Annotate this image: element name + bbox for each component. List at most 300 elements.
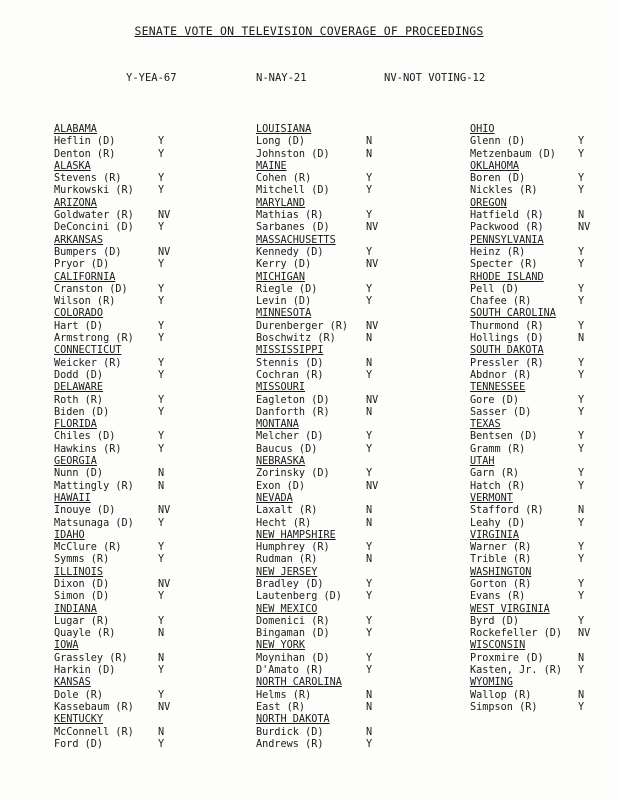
vote-value: Y <box>366 283 373 295</box>
vote-value: Y <box>578 283 585 295</box>
vote-value: NV <box>366 259 379 271</box>
vote-value: Y <box>158 185 165 197</box>
senator-name: Hart (D) <box>54 320 104 332</box>
senator-row <box>470 468 618 480</box>
vote-value: Y <box>578 185 585 197</box>
vote-value: Y <box>158 406 165 418</box>
senator-row <box>470 628 618 640</box>
vote-value: Y <box>158 431 165 443</box>
vote-value: Y <box>158 173 165 185</box>
senator-name: Hatfield (R) <box>470 210 544 222</box>
senator-name: Bingaman (D) <box>256 628 330 640</box>
senator-name: Cranston (D) <box>54 283 128 295</box>
vote-value: Y <box>578 554 585 566</box>
senator-row <box>470 333 618 345</box>
state-heading: VIRGINIA <box>470 529 520 541</box>
senator-name: Goldwater (R) <box>54 210 134 222</box>
senator-row <box>54 554 244 566</box>
state-heading-row <box>54 308 244 320</box>
senator-name: Pell (D) <box>470 283 520 295</box>
senator-name: Grassley (R) <box>54 652 128 664</box>
state-heading: FLORIDA <box>54 419 97 431</box>
vote-column-2 <box>256 124 446 751</box>
senator-name: Matsunaga (D) <box>54 517 134 529</box>
vote-value: Y <box>366 468 373 480</box>
senator-row <box>54 259 244 271</box>
senator-row <box>470 407 618 419</box>
state-heading: TENNESSEE <box>470 382 526 394</box>
vote-value: Y <box>366 652 373 664</box>
vote-value: Y <box>158 320 165 332</box>
vote-value: Y <box>578 136 585 148</box>
state-heading-row <box>256 493 446 505</box>
state-heading-row <box>256 272 446 284</box>
senator-row <box>256 468 446 480</box>
state-heading: KENTUCKY <box>54 714 104 726</box>
vote-column-3 <box>470 124 618 714</box>
senator-row <box>256 505 446 517</box>
senator-name: Boren (D) <box>470 173 526 185</box>
senator-name: Glenn (D) <box>470 136 526 148</box>
senator-name: Chafee (R) <box>470 296 532 308</box>
state-heading-row <box>256 345 446 357</box>
vote-value: N <box>158 480 165 492</box>
senator-name: Kerry (D) <box>256 259 312 271</box>
senator-name: Heinz (R) <box>470 246 526 258</box>
vote-value: Y <box>366 591 373 603</box>
senator-name: Proxmire (D) <box>470 652 544 664</box>
state-heading: MISSISSIPPI <box>256 345 324 357</box>
state-heading-row <box>256 161 446 173</box>
state-heading: ILLINOIS <box>54 566 104 578</box>
senator-row <box>470 136 618 148</box>
vote-value: Y <box>366 296 373 308</box>
state-heading: RHODE ISLAND <box>470 271 544 283</box>
state-heading: NEW YORK <box>256 640 306 652</box>
vote-value: N <box>366 517 373 529</box>
vote-value: N <box>366 333 373 345</box>
state-heading-row <box>470 161 618 173</box>
senator-row <box>54 222 244 234</box>
senator-name: Cohen (R) <box>256 173 312 185</box>
vote-value: Y <box>158 443 165 455</box>
senator-row <box>470 665 618 677</box>
vote-value: N <box>158 468 165 480</box>
senator-row <box>54 616 244 628</box>
state-heading-row <box>54 604 244 616</box>
senator-row <box>54 321 244 333</box>
senator-name: Baucus (D) <box>256 443 318 455</box>
vote-value: Y <box>366 431 373 443</box>
vote-value: N <box>578 505 585 517</box>
vote-value: Y <box>578 296 585 308</box>
senator-row <box>54 358 244 370</box>
state-heading: MAINE <box>256 160 287 172</box>
senator-row <box>54 542 244 554</box>
vote-value: Y <box>578 578 585 590</box>
senator-name: Packwood (R) <box>470 222 544 234</box>
senator-name: Nickles (R) <box>470 185 538 197</box>
senator-name: Denton (R) <box>54 148 116 160</box>
state-heading-row <box>54 419 244 431</box>
vote-value: Y <box>158 517 165 529</box>
state-heading: MISSOURI <box>256 382 306 394</box>
senator-row <box>54 579 244 591</box>
state-heading-row <box>256 419 446 431</box>
senator-row <box>470 284 618 296</box>
senator-row <box>54 136 244 148</box>
vote-value: Y <box>578 320 585 332</box>
senator-row <box>256 727 446 739</box>
senator-name: Laxalt (R) <box>256 505 318 517</box>
senator-name: Bumpers (D) <box>54 246 122 258</box>
state-heading-row <box>470 198 618 210</box>
vote-value: Y <box>158 738 165 750</box>
state-heading: ALASKA <box>54 160 91 172</box>
vote-value: N <box>366 136 373 148</box>
senator-row <box>256 665 446 677</box>
state-heading-row <box>54 161 244 173</box>
senator-row <box>470 542 618 554</box>
vote-value: Y <box>366 542 373 554</box>
senator-name: Heflin (D) <box>54 136 116 148</box>
state-heading-row <box>54 345 244 357</box>
vote-value: Y <box>578 259 585 271</box>
senator-name: Helms (R) <box>256 689 312 701</box>
senator-row <box>256 358 446 370</box>
state-heading-row <box>54 567 244 579</box>
senator-row <box>470 579 618 591</box>
senator-row <box>54 481 244 493</box>
vote-value: NV <box>366 320 379 332</box>
senator-name: Pressler (R) <box>470 357 544 369</box>
senator-name: Cochran (R) <box>256 369 324 381</box>
senator-name: D'Amato (R) <box>256 665 324 677</box>
senator-name: Kennedy (D) <box>256 246 324 258</box>
state-heading: MINNESOTA <box>256 308 312 320</box>
senator-row <box>256 210 446 222</box>
senator-row <box>54 333 244 345</box>
senator-name: Boschwitz (R) <box>256 333 336 345</box>
senator-row <box>256 284 446 296</box>
senator-row <box>256 628 446 640</box>
vote-value: Y <box>158 554 165 566</box>
state-heading-row <box>54 714 244 726</box>
senator-row <box>256 739 446 751</box>
senator-row <box>54 518 244 530</box>
state-heading: SOUTH DAKOTA <box>470 345 544 357</box>
state-heading-row <box>54 124 244 136</box>
vote-value: Y <box>578 468 585 480</box>
state-heading-row <box>54 456 244 468</box>
state-heading: MASSACHUSETTS <box>256 234 336 246</box>
vote-value: N <box>366 357 373 369</box>
document-title-text: SENATE VOTE ON TELEVISION COVERAGE OF PROCEEDINGS <box>134 24 484 38</box>
state-heading: VERMONT <box>470 492 513 504</box>
senator-row <box>470 247 618 259</box>
state-heading-row <box>256 714 446 726</box>
senator-name: McClure (R) <box>54 542 122 554</box>
vote-value: N <box>158 652 165 664</box>
state-heading: IDAHO <box>54 529 85 541</box>
senator-name: Melcher (D) <box>256 431 324 443</box>
state-heading-row <box>470 308 618 320</box>
senator-row <box>470 505 618 517</box>
senator-name: Stennis (D) <box>256 357 324 369</box>
senator-row <box>54 431 244 443</box>
senator-name: Hecht (R) <box>256 517 312 529</box>
senator-name: Hatch (R) <box>470 480 526 492</box>
senator-row <box>54 173 244 185</box>
senator-name: Wilson (R) <box>54 296 116 308</box>
senator-row <box>256 407 446 419</box>
senator-row <box>256 481 446 493</box>
vote-value: NV <box>158 246 171 258</box>
senator-name: Gorton (R) <box>470 578 532 590</box>
senator-name: Inouye (D) <box>54 505 116 517</box>
senator-row <box>54 665 244 677</box>
senator-name: Domenici (R) <box>256 615 330 627</box>
vote-value: N <box>366 726 373 738</box>
state-heading: NEW HAMPSHIRE <box>256 529 336 541</box>
senator-name: Mathias (R) <box>256 210 324 222</box>
senator-row <box>470 149 618 161</box>
senator-row <box>256 444 446 456</box>
senator-row <box>470 616 618 628</box>
senator-name: Byrd (D) <box>470 615 520 627</box>
vote-value: Y <box>158 394 165 406</box>
vote-value: Y <box>578 665 585 677</box>
state-heading: OKLAHOMA <box>470 160 520 172</box>
vote-value: Y <box>578 394 585 406</box>
state-heading: WEST VIRGINIA <box>470 603 550 615</box>
vote-value: Y <box>158 357 165 369</box>
vote-value: Y <box>158 148 165 160</box>
state-heading: OREGON <box>470 197 507 209</box>
senator-row <box>470 653 618 665</box>
vote-value: N <box>366 554 373 566</box>
vote-value: Y <box>578 591 585 603</box>
vote-value: Y <box>158 689 165 701</box>
senator-row <box>54 628 244 640</box>
senator-row <box>54 296 244 308</box>
vote-value: Y <box>158 665 165 677</box>
senator-name: Moynihan (D) <box>256 652 330 664</box>
senator-row <box>256 136 446 148</box>
senator-name: Exon (D) <box>256 480 306 492</box>
senator-name: Burdick (D) <box>256 726 324 738</box>
state-heading-row <box>256 677 446 689</box>
senator-name: Garn (R) <box>470 468 520 480</box>
senator-row <box>470 296 618 308</box>
vote-value: Y <box>158 283 165 295</box>
vote-value: N <box>578 689 585 701</box>
senator-row <box>256 542 446 554</box>
vote-value: Y <box>366 210 373 222</box>
senator-name: Metzenbaum (D) <box>470 148 556 160</box>
senator-name: Rockefeller (D) <box>470 628 563 640</box>
senator-row <box>54 591 244 603</box>
vote-value: NV <box>158 578 171 590</box>
vote-value: Y <box>366 185 373 197</box>
senator-name: Humphrey (R) <box>256 542 330 554</box>
vote-value: N <box>366 701 373 713</box>
senator-row <box>256 616 446 628</box>
senator-row <box>256 653 446 665</box>
legend-nay: N-NAY-21 <box>256 72 307 84</box>
state-heading-row <box>54 640 244 652</box>
state-heading: GEORGIA <box>54 456 97 468</box>
senator-name: Durenberger (R) <box>256 320 349 332</box>
senator-name: Zorinsky (D) <box>256 468 330 480</box>
senator-row <box>470 431 618 443</box>
senator-row <box>256 149 446 161</box>
senator-row <box>54 247 244 259</box>
vote-value: Y <box>158 369 165 381</box>
state-heading-row <box>470 272 618 284</box>
state-heading: NEBRASKA <box>256 456 306 468</box>
senator-row <box>256 296 446 308</box>
senator-name: Johnston (D) <box>256 148 330 160</box>
senator-row <box>470 481 618 493</box>
senator-name: McConnell (R) <box>54 726 134 738</box>
vote-value: N <box>158 628 165 640</box>
senator-name: Thurmond (R) <box>470 320 544 332</box>
state-heading: TEXAS <box>470 419 501 431</box>
senator-row <box>470 259 618 271</box>
state-heading: NORTH CAROLINA <box>256 677 342 689</box>
vote-value: Y <box>366 246 373 258</box>
state-heading-row <box>470 345 618 357</box>
senator-name: Eagleton (D) <box>256 394 330 406</box>
vote-value: Y <box>366 173 373 185</box>
state-heading: CONNECTICUT <box>54 345 122 357</box>
senator-name: Mitchell (D) <box>256 185 330 197</box>
vote-value: Y <box>578 542 585 554</box>
legend-yea: Y-YEA-67 <box>126 72 177 84</box>
senator-name: Murkowski (R) <box>54 185 134 197</box>
vote-value: Y <box>578 246 585 258</box>
document-title <box>0 24 618 38</box>
vote-value: N <box>366 689 373 701</box>
senator-row <box>54 702 244 714</box>
state-heading-row <box>256 308 446 320</box>
senator-row <box>256 690 446 702</box>
state-heading-row <box>470 419 618 431</box>
senator-name: Pryor (D) <box>54 259 110 271</box>
senator-row <box>54 468 244 480</box>
senator-row <box>470 702 618 714</box>
senator-row <box>256 431 446 443</box>
senator-row <box>54 690 244 702</box>
senator-name: Leahy (D) <box>470 517 526 529</box>
senator-name: Biden (D) <box>54 406 110 418</box>
vote-value: Y <box>158 542 165 554</box>
state-heading: IOWA <box>54 640 79 652</box>
state-heading: COLORADO <box>54 308 104 320</box>
senator-name: Chiles (D) <box>54 431 116 443</box>
state-heading-row <box>256 640 446 652</box>
senator-name: Abdnor (R) <box>470 369 532 381</box>
state-heading-row <box>256 235 446 247</box>
senator-name: Weicker (R) <box>54 357 122 369</box>
vote-value: Y <box>578 480 585 492</box>
vote-value: N <box>578 333 585 345</box>
senator-row <box>470 321 618 333</box>
senator-row <box>256 579 446 591</box>
senator-name: Long (D) <box>256 136 306 148</box>
vote-value: Y <box>366 665 373 677</box>
senator-row <box>470 222 618 234</box>
senator-name: Symms (R) <box>54 554 110 566</box>
senator-name: Wallop (R) <box>470 689 532 701</box>
senator-name: Bentsen (D) <box>470 431 538 443</box>
state-heading: KANSAS <box>54 677 91 689</box>
senator-row <box>470 690 618 702</box>
vote-value: Y <box>366 443 373 455</box>
vote-value: Y <box>366 738 373 750</box>
senator-name: Harkin (D) <box>54 665 116 677</box>
vote-value: Y <box>366 578 373 590</box>
senator-name: Simon (D) <box>54 591 110 603</box>
senator-name: East (R) <box>256 701 306 713</box>
senator-row <box>54 653 244 665</box>
senator-name: Lugar (R) <box>54 615 110 627</box>
state-heading: MONTANA <box>256 419 299 431</box>
senator-row <box>256 518 446 530</box>
vote-value: Y <box>578 615 585 627</box>
legend-not-voting: NV-NOT VOTING-12 <box>384 72 486 84</box>
state-heading-row <box>470 456 618 468</box>
state-heading-row <box>470 677 618 689</box>
vote-value: N <box>366 148 373 160</box>
vote-value: Y <box>578 701 585 713</box>
senator-row <box>470 210 618 222</box>
senator-name: Gramm (R) <box>470 443 526 455</box>
senator-name: Armstrong (R) <box>54 333 134 345</box>
state-heading: WYOMING <box>470 677 513 689</box>
senator-name: Rudman (R) <box>256 554 318 566</box>
senator-row <box>256 259 446 271</box>
state-heading: ARKANSAS <box>54 234 104 246</box>
vote-value: Y <box>366 615 373 627</box>
senator-row <box>256 702 446 714</box>
state-heading: ARIZONA <box>54 197 97 209</box>
state-heading: PENNSYLVANIA <box>470 234 544 246</box>
vote-value: N <box>578 652 585 664</box>
state-heading: SOUTH CAROLINA <box>470 308 556 320</box>
senator-name: Evans (R) <box>470 591 526 603</box>
senator-name: Trible (R) <box>470 554 532 566</box>
state-heading-row <box>54 235 244 247</box>
vote-value: NV <box>158 210 171 222</box>
senator-row <box>256 247 446 259</box>
vote-column-1 <box>54 124 244 751</box>
senator-row <box>54 185 244 197</box>
state-heading-row <box>256 530 446 542</box>
state-heading: HAWAII <box>54 492 91 504</box>
state-heading-row <box>54 530 244 542</box>
vote-value: Y <box>158 615 165 627</box>
senator-row <box>54 739 244 751</box>
vote-value: NV <box>158 701 171 713</box>
senator-name: Dole (R) <box>54 689 104 701</box>
vote-value: NV <box>578 222 591 234</box>
senator-row <box>256 185 446 197</box>
senator-row <box>470 518 618 530</box>
senator-name: Bradley (D) <box>256 578 324 590</box>
senator-name: Hawkins (R) <box>54 443 122 455</box>
